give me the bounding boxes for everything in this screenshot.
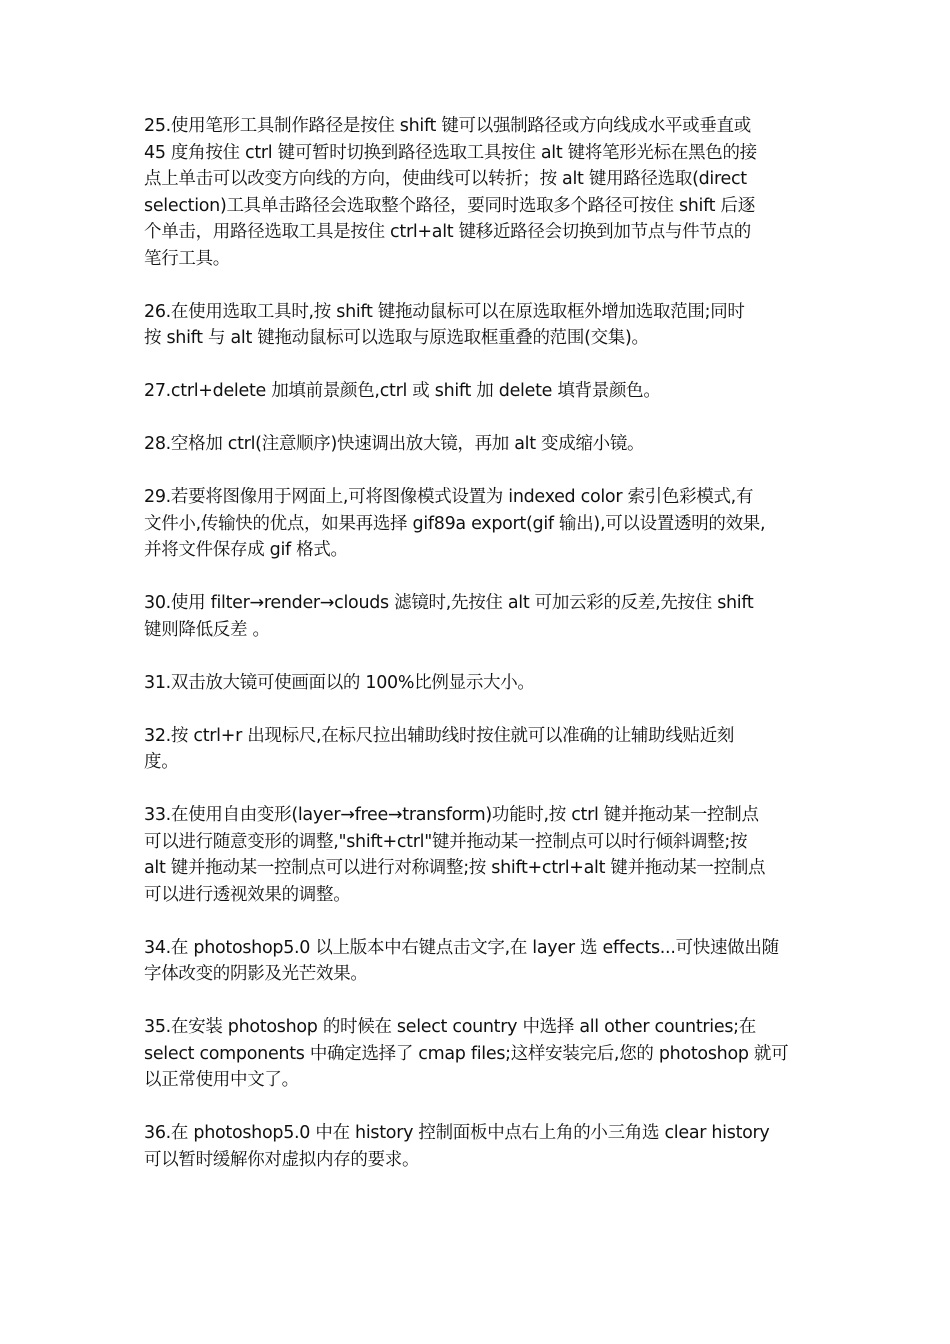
paragraph-line: 29.若要将图像用于网面上,可将图像模式设置为 indexed color 索引色彩模式,有 [144,487,754,507]
paragraph-36 [144,1120,810,1173]
paragraph-line: 30.使用 filter→render→clouds 滤镜时,先按住 alt 可加云彩的反差,先按住 shift [144,593,754,613]
paragraph-line: 键则降低反差 。 [144,619,270,640]
paragraph-32 [144,723,810,776]
paragraph-line: 32.按 ctrl+r 出现标尺,在标尺拉出辅助线时按住就可以准确的让辅助线贴近刻 [144,725,735,746]
document-body [144,113,810,1200]
paragraph-35 [144,1014,810,1094]
paragraph-line: 个单击，用路径选取工具是按住 ctrl+alt 键移近路径会切换到加节点与件节点的 [144,222,751,242]
paragraph-31 [144,670,810,697]
paragraph-26 [144,299,810,352]
paragraph-27 [144,378,810,405]
paragraph-25 [144,113,810,272]
paragraph-line: 点上单击可以改变方向线的方向，使曲线可以转折；按 alt 键用路径选取(direct [144,169,747,189]
paragraph-line: alt 键并拖动某一控制点可以进行对称调整;按 shift+ctrl+alt 键并拖动某一控制点 [144,858,766,878]
paragraph-line: 字体改变的阴影及光芒效果。 [144,964,368,984]
paragraph-line: 25.使用笔形工具制作路径是按住 shift 键可以强制路径或方向线成水平或垂直或 [144,116,751,136]
paragraph-line: 可以进行透视效果的调整。 [144,884,351,905]
paragraph-line: 34.在 photoshop5.0 以上版本中右键点击文字,在 layer 选 effects...可快速做出随 [144,937,779,958]
paragraph-33 [144,802,810,908]
paragraph-line: 可以暂时缓解你对虚拟内存的要求。 [144,1149,420,1170]
paragraph-34 [144,935,810,988]
paragraph-line: 按 shift 与 alt 键拖动鼠标可以选取与原选取框重叠的范围(交集)。 [144,328,649,348]
paragraph-29 [144,484,810,564]
paragraph-28 [144,431,810,458]
paragraph-line: 文件小,传输快的优点，如果再选择 gif89a export(gif 输出),可以设置透明的效果, [144,513,766,534]
paragraph-line: 以正常使用中文了。 [144,1070,299,1090]
paragraph-line: 31.双击放大镜可使画面以的 100%比例显示大小。 [144,672,535,693]
paragraph-line: 35.在安装 photoshop 的时候在 select country 中选择 all other countries;在 [144,1017,756,1037]
paragraph-line: 并将文件保存成 gif 格式。 [144,540,348,560]
paragraph-line: 笔行工具。 [144,248,230,269]
paragraph-line: 28.空格加 ctrl(注意顺序)快速调出放大镜，再加 alt 变成缩小镜。 [144,434,645,454]
paragraph-line: 33.在使用自由变形(layer→free→transform)功能时,按 ctrl 键并拖动某一控制点 [144,805,759,825]
paragraph-line: selection)工具单击路径会选取整个路径，要同时选取多个路径可按住 shift 后逐 [144,195,755,216]
paragraph-line: select components 中确定选择了 cmap files;这样安装完后,您的 photoshop 就可 [144,1043,789,1064]
paragraph-line: 27.ctrl+delete 加填前景颜色,ctrl 或 shift 加 delete 填背景颜色。 [144,381,661,401]
paragraph-30 [144,590,810,643]
paragraph-line: 可以进行随意变形的调整,"shift+ctrl"键并拖动某一控制点可以时行倾斜调整;按 [144,831,748,852]
paragraph-line: 度。 [144,752,179,772]
paragraph-line: 45 度角按住 ctrl 键可暂时切换到路径选取工具按住 alt 键将笔形光标在黑色的接 [144,142,757,163]
paragraph-line: 26.在使用选取工具时,按 shift 键拖动鼠标可以在原选取框外增加选取范围;同时 [144,301,745,322]
paragraph-line: 36.在 photoshop5.0 中在 history 控制面板中点右上角的小三角选 clear history [144,1123,770,1143]
